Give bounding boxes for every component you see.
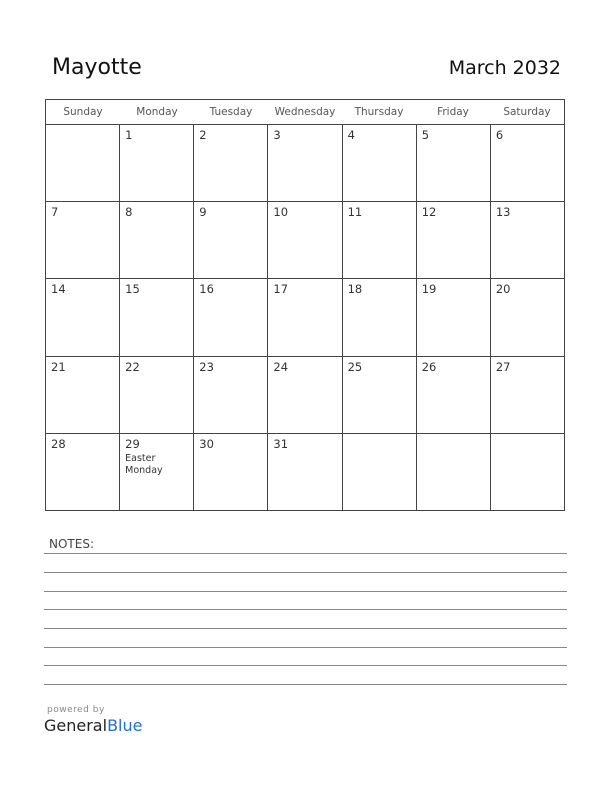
date-number: 20 — [495, 282, 511, 297]
calendar-week — [46, 125, 564, 202]
day-cell — [491, 202, 564, 278]
date-number: 1 — [125, 128, 133, 142]
date-number: 26 — [421, 359, 437, 374]
date-number: 13 — [495, 205, 511, 220]
date-number: 19 — [421, 282, 437, 297]
date-number: 4 — [347, 128, 355, 142]
day-cell — [120, 434, 194, 511]
day-cell — [491, 357, 564, 433]
date-number: 21 — [51, 359, 66, 374]
note-line — [44, 572, 567, 573]
note-line — [44, 647, 567, 648]
day-cell — [120, 357, 194, 433]
date-number: 14 — [51, 282, 66, 297]
day-cell — [268, 357, 342, 433]
date-number: 7 — [51, 205, 59, 220]
date-number: 27 — [495, 359, 511, 374]
calendar-week — [46, 202, 564, 279]
date-number: 9 — [199, 205, 207, 220]
day-cell — [343, 125, 417, 201]
day-cell — [417, 279, 491, 355]
day-name-monday: Monday — [136, 106, 178, 118]
day-cell — [343, 279, 417, 355]
day-cell — [46, 357, 120, 433]
date-number: 16 — [199, 282, 214, 297]
note-line — [44, 628, 567, 629]
calendar-grid — [45, 99, 565, 511]
brand-name-general: General — [44, 716, 108, 735]
date-number: 11 — [347, 205, 363, 220]
powered-by-text: powered by — [47, 705, 105, 715]
date-number: 25 — [347, 359, 363, 374]
date-number: 17 — [273, 282, 289, 297]
day-name-wednesday: Wednesday — [274, 106, 336, 118]
day-cell — [268, 434, 342, 511]
day-cell — [194, 434, 268, 511]
day-cell — [46, 125, 120, 201]
date-number: 28 — [51, 436, 66, 451]
note-line — [44, 553, 567, 554]
day-cell — [268, 279, 342, 355]
day-cell — [491, 279, 564, 355]
region-title: Mayotte — [52, 55, 142, 80]
brand-name — [44, 716, 142, 735]
day-cell — [194, 279, 268, 355]
day-cell — [120, 279, 194, 355]
date-number: 24 — [273, 359, 289, 374]
day-name-saturday: Saturday — [503, 106, 551, 118]
day-cell — [343, 434, 417, 511]
day-cell — [417, 202, 491, 278]
date-number: 5 — [421, 128, 430, 142]
day-name-tuesday: Tuesday — [209, 106, 253, 118]
day-cell — [46, 279, 120, 355]
day-name-sunday: Sunday — [63, 106, 103, 118]
brand-logo — [44, 705, 142, 735]
note-line — [44, 591, 567, 592]
day-cell — [46, 434, 120, 511]
date-number: 15 — [125, 282, 140, 297]
date-number: 12 — [421, 205, 437, 220]
notes-label: NOTES: — [49, 537, 94, 551]
day-cell — [120, 202, 194, 278]
day-cell — [268, 202, 342, 278]
brand-name-blue: Blue — [107, 716, 143, 735]
holiday-label: Easter Monday — [125, 452, 163, 476]
date-number: 31 — [273, 436, 289, 451]
day-cell — [343, 202, 417, 278]
date-number: 29 — [125, 436, 140, 451]
day-cell — [417, 125, 491, 201]
date-number: 6 — [495, 128, 504, 142]
date-number: 3 — [273, 128, 281, 142]
day-cell — [46, 202, 120, 278]
day-cell — [268, 125, 342, 201]
calendar-weeks — [46, 125, 564, 511]
date-number: 30 — [199, 436, 214, 451]
date-number: 10 — [273, 205, 289, 220]
day-cell — [491, 125, 564, 201]
date-number: 23 — [199, 359, 214, 374]
note-line — [44, 609, 567, 610]
note-line — [44, 684, 567, 685]
day-cell — [194, 125, 268, 201]
day-name-friday: Friday — [437, 106, 469, 118]
calendar-week — [46, 279, 564, 356]
month-title: March 2032 — [448, 57, 561, 79]
day-cell — [194, 357, 268, 433]
date-number: 22 — [125, 359, 140, 374]
day-cell — [491, 434, 564, 511]
day-cell — [120, 125, 194, 201]
day-cell — [194, 202, 268, 278]
calendar-week — [46, 357, 564, 434]
day-cell — [417, 357, 491, 433]
calendar-week — [46, 434, 564, 511]
date-number: 18 — [347, 282, 363, 297]
date-number: 2 — [199, 128, 207, 142]
day-cell — [417, 434, 491, 511]
day-cell — [343, 357, 417, 433]
day-name-thursday: Thursday — [354, 106, 404, 118]
calendar-header — [46, 100, 564, 125]
date-number: 8 — [125, 205, 133, 220]
note-line — [44, 665, 567, 666]
